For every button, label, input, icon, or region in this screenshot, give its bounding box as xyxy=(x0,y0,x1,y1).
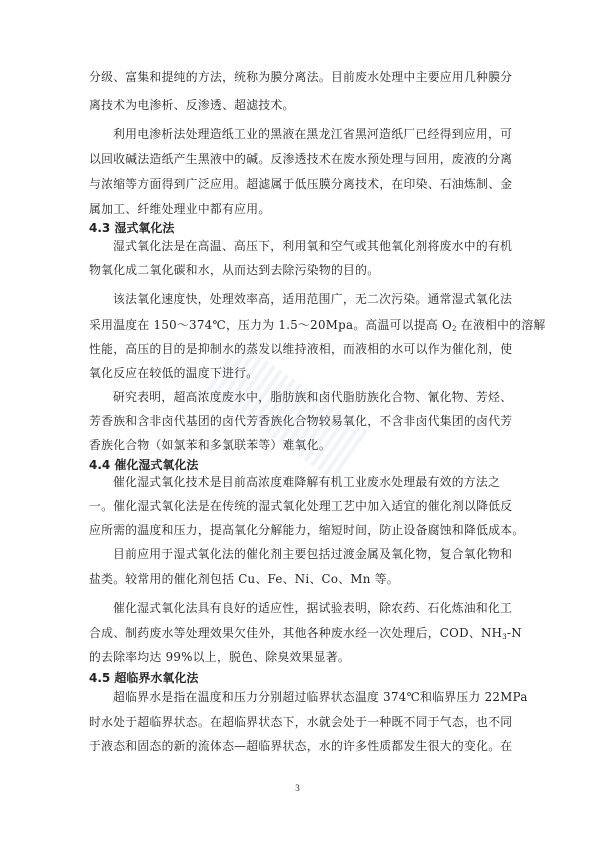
paragraph-line: 该法氧化速度快，处理效率高，适用范围广，无二次污染。通常湿式氧化法 xyxy=(113,292,513,306)
paragraph-line: 目前应用于湿式氧化法的催化剂主要包括过渡金属及氧化物，复合氧化物和 xyxy=(113,547,513,561)
paragraph-line: 芳香族和含非卤代基团的卤代芳香族化合物较易氧化，不含非卤代集团的卤代芳 xyxy=(89,414,513,428)
paragraph-line: 湿式氧化法是在高温、高压下，利用氧和空气或其他氧化剂将废水中的有机 xyxy=(113,239,513,253)
paragraph-line: 氧化反应在较低的温度下进行。 xyxy=(89,366,259,380)
paragraph-line: 属加工、纤维处理业中都有应用。 xyxy=(89,202,271,216)
watermark xyxy=(202,340,367,481)
paragraph-line: 香族化合物（如氯苯和多氯联苯等）难氧化。 xyxy=(89,438,331,452)
section-heading-4-5: 4.5 超临界水氧化法 xyxy=(89,671,199,685)
paragraph-line: 催化湿式氧化法具有良好的适应性，据试验表明，除农药、石化炼油和化工 xyxy=(113,601,513,615)
paragraph-line: 合成、制药废水等处理效果欠佳外，其他各种废水经一次处理后，COD、$NH_3-N$ xyxy=(89,626,522,641)
paragraph-line: 时水处于超临界状态。在超临界状态下，水就会处于一种既不同于气态，也不同 xyxy=(89,715,513,729)
paragraph-line: 离技术为电渗析、反渗透、超滤技术。 xyxy=(89,98,295,112)
paragraph-line: 分级、富集和提纯的方法，统称为膜分离法。目前废水处理中主要应用几种膜分 xyxy=(89,70,513,84)
paragraph-line: 采用温度在 150～374℃，压力为 1.5～20Mpa。高温可以提高 $O_2$ 在液相中的溶解 xyxy=(89,318,546,333)
paragraph-line: 盐类。较常用的催化剂包括 Cu、Fe、Ni、Co、Mn 等。 xyxy=(89,572,399,586)
section-heading-4-4: 4.4 催化湿式氧化法 xyxy=(89,458,199,472)
paragraph-line: 研究表明，超高浓度废水中，脂肪族和卤代脂肪族化合物、氰化物、芳烃、 xyxy=(113,390,513,404)
paragraph-line: 一。催化湿式氧化法是在传统的湿式氧化处理工艺中加入适宜的催化剂以降低反 xyxy=(89,499,513,513)
paragraph-line: 应所需的温度和压力，提高氧化分解能力，缩短时间，防止设备腐蚀和降低成本。 xyxy=(89,523,525,537)
paragraph-line: 的去除率均达 99%以上，脱色、除臭效果显著。 xyxy=(89,650,351,664)
paragraph-line: 以回收碱法造纸产生黑液中的碱。反渗透技术在废水预处理与回用，废液的分离 xyxy=(89,152,513,166)
paragraph-line: 于液态和固态的新的流体态—超临界状态，水的许多性质都发生很大的变化。在 xyxy=(89,739,513,753)
paragraph-line: 利用电渗析法处理造纸工业的黑液在黑龙江省黑河造纸厂已经得到应用，可 xyxy=(113,127,513,141)
paragraph-line: 催化湿式氧化技术是目前高浓度难降解有机工业废水处理最有效的方法之 xyxy=(113,475,501,489)
paragraph-line: 物氧化成二氧化碳和水，从而达到去除污染物的目的。 xyxy=(89,263,380,277)
page-number: 3 xyxy=(295,783,300,793)
section-heading-4-3: 4.3 湿式氧化法 xyxy=(89,221,175,235)
paragraph-line: 性能，高压的目的是抑制水的蒸发以维持液相，而液相的水可以作为催化剂，使 xyxy=(89,342,513,356)
paragraph-line: 超临界水是指在温度和压力分别超过临界状态温度 374℃和临界压力 22MPa xyxy=(113,690,528,704)
paragraph-line: 与浓缩等方面得到广泛应用。超滤属于低压膜分离技术，在印染、石油炼制、金 xyxy=(89,177,513,191)
